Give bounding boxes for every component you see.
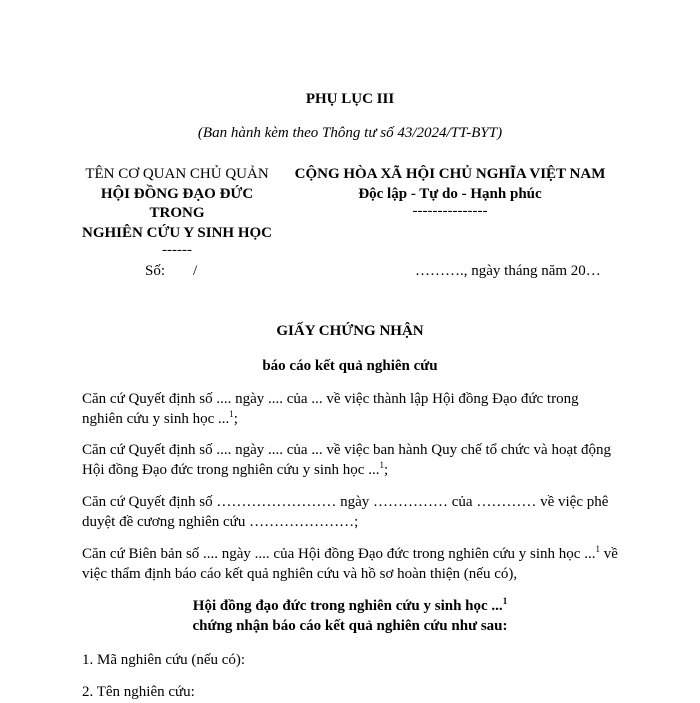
council-name-line3: NGHIÊN CỨU Y SINH HỌC xyxy=(81,224,272,241)
basis-line: nghiên cứu y sinh học ...$^1$; xyxy=(82,408,238,427)
basis-line: duyệt đề cương nghiên cứu …………………; xyxy=(82,513,359,530)
basis-line: Hội đồng Đạo đức trong nghiên cứu y sinh học ...$^1$; xyxy=(82,459,389,478)
footnote-marker: 1 xyxy=(379,459,384,470)
document-date: ………., ngày tháng năm 20… xyxy=(415,263,601,279)
document-number-label: Số: xyxy=(145,263,166,279)
certificate-title: GIẤY CHỨNG NHẬN xyxy=(276,323,424,339)
footnote-marker: 1 xyxy=(229,408,234,419)
footnote-marker: 1 xyxy=(502,596,508,606)
item-research-title: 2. Tên nghiên cứu: xyxy=(82,684,195,700)
header-right xyxy=(278,165,622,219)
agency-name: TÊN CƠ QUAN CHỦ QUẢN xyxy=(85,166,269,182)
basis-paragraph-3 xyxy=(82,493,612,532)
header-left xyxy=(72,165,282,258)
basis-line: Căn cứ Quyết định số .... ngày .... của ... về việc ban hành Quy chế tổ chức và hoạt động xyxy=(82,442,612,458)
basis-line: Căn cứ Quyết định số .... ngày .... của ... về việc thành lập Hội đồng Đạo đức trong xyxy=(82,391,579,407)
basis-line: việc thẩm định báo cáo kết quả nghiên cứu và hồ sơ hoàn thiện (nếu có), xyxy=(82,565,518,582)
basis-paragraph-4 xyxy=(82,544,618,584)
council-statement-line2: chứng nhận báo cáo kết quả nghiên cứu như sau: xyxy=(192,617,508,634)
national-motto: Độc lập - Tự do - Hạnh phúc xyxy=(358,185,542,202)
council-statement-line1: Hội đồng đạo đức trong nghiên cứu y sinh học ...$^1$ xyxy=(192,596,508,614)
footnote-marker: 1 xyxy=(595,544,600,554)
appendix-subtitle: (Ban hành kèm theo Thông tư số 43/2024/TT-BYT) xyxy=(197,125,503,141)
council-name-line2: TRONG xyxy=(149,205,205,221)
nation-name: CỘNG HÒA XÃ HỘI CHỦ NGHĨA VIỆT NAM xyxy=(294,166,606,182)
basis-paragraph-1 xyxy=(82,390,612,429)
header-left-rule: ------ xyxy=(162,242,192,258)
basis-paragraph-2 xyxy=(82,441,612,480)
certificate-subtitle: báo cáo kết quả nghiên cứu xyxy=(262,358,438,374)
item-research-code: 1. Mã nghiên cứu (nếu có): xyxy=(82,652,246,668)
council-name-line1: HỘI ĐỒNG ĐẠO ĐỨC xyxy=(100,185,254,202)
basis-line: Căn cứ Quyết định số …………………… ngày …………… của ………… về việc phê xyxy=(82,494,609,510)
document-number-slash: / xyxy=(193,263,198,279)
council-statement xyxy=(0,597,700,636)
header-right-rule: --------------- xyxy=(412,203,488,219)
basis-line: Căn cứ Biên bản số .... ngày .... của Hội đồng Đạo đức trong nghiên cứu y sinh học ...$^1$ về xyxy=(82,544,618,562)
appendix-title: PHỤ LỤC III xyxy=(305,91,395,107)
